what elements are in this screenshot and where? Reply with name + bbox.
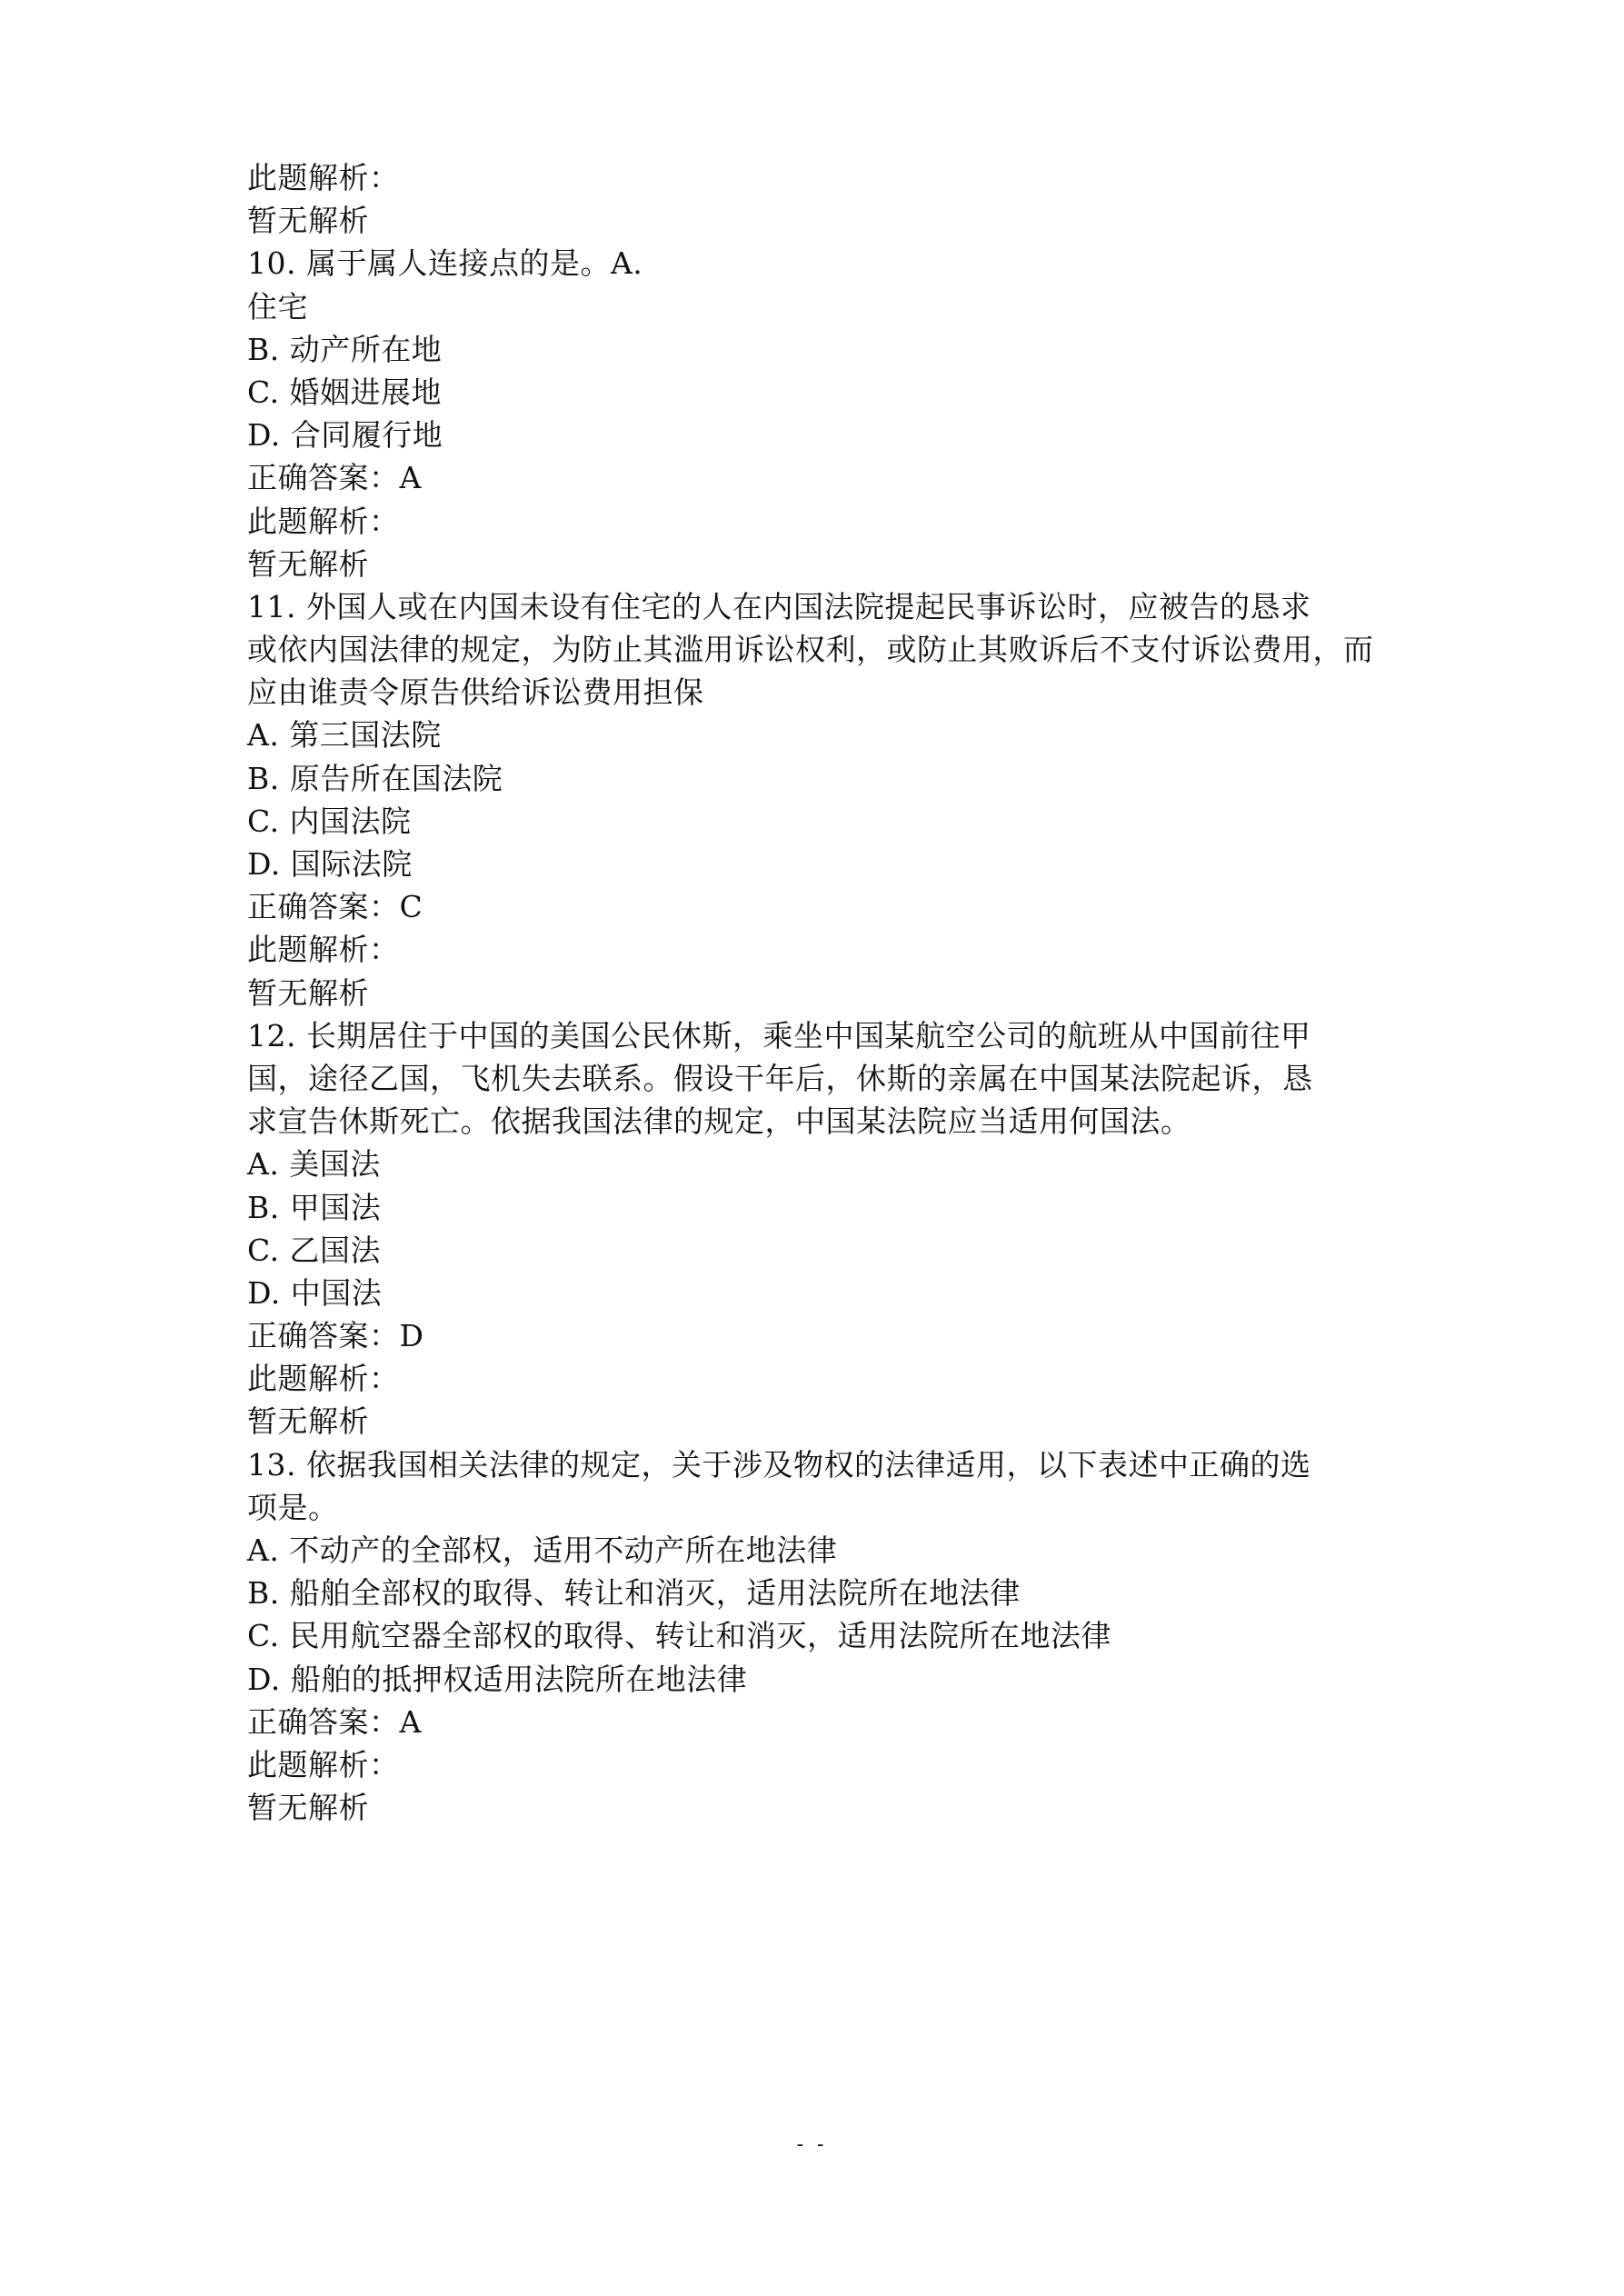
question-13-answer: 正确答案：A (247, 1703, 422, 1740)
question-11-option-a: A. 第三国法院 (247, 717, 442, 754)
document-body (247, 156, 1392, 1829)
question-10-option-d: D. 合同履行地 (247, 417, 443, 454)
question-12-option-c: C. 乙国法 (247, 1232, 382, 1268)
question-11-stem-line-3: 应由谁责令原告供给诉讼费用担保 (247, 674, 704, 711)
question-10-option-c: C. 婚姻进展地 (247, 374, 443, 410)
question-13-option-d: D. 船舶的抵押权适用法院所在地法律 (247, 1661, 748, 1697)
question-10-stem: 10. 属于属人连接点的是。A. (247, 245, 643, 282)
question-11-analysis-label: 此题解析： (247, 932, 400, 968)
question-13-analysis-label: 此题解析： (247, 1746, 400, 1782)
question-13-option-b: B. 船舶全部权的取得、转让和消灭，适用法院所在地法律 (247, 1575, 1021, 1612)
question-10-option-a: 住宅 (247, 288, 308, 324)
question-12-stem-line-1: 12. 长期居住于中国的美国公民休斯，乘坐中国某航空公司的航班从中国前往甲 (247, 1017, 1311, 1053)
page-footer: - - (796, 2133, 828, 2156)
question-12-analysis-text: 暂无解析 (247, 1403, 369, 1440)
question-13-stem-line-1: 13. 依据我国相关法律的规定，关于涉及物权的法律适用，以下表述中正确的选 (247, 1446, 1311, 1482)
question-13-option-a: A. 不动产的全部权，适用不动产所在地法律 (247, 1532, 838, 1568)
question-12-answer: 正确答案：D (247, 1318, 424, 1354)
question-11-answer: 正确答案：C (247, 889, 423, 925)
question-12-stem-line-3: 求宣告休斯死亡。依据我国法律的规定，中国某法院应当适用何国法。 (247, 1103, 1191, 1140)
question-13-stem-line-2: 项是。 (247, 1489, 339, 1525)
question-12-option-a: A. 美国法 (247, 1146, 381, 1183)
analysis-label: 此题解析： (247, 160, 400, 195)
question-11-option-d: D. 国际法院 (247, 846, 413, 882)
question-12-stem-line-2: 国，途径乙国，飞机失去联系。假设干年后，休斯的亲属在中国某法院起诉，恳 (247, 1060, 1313, 1096)
question-12-analysis-label: 此题解析： (247, 1361, 400, 1397)
question-11-option-c: C. 内国法院 (247, 803, 412, 839)
question-11-option-b: B. 原告所在国法院 (247, 760, 503, 796)
analysis-text: 暂无解析 (247, 203, 369, 239)
question-12-option-d: D. 中国法 (247, 1274, 383, 1311)
question-12-option-b: B. 甲国法 (247, 1189, 382, 1225)
question-10-option-b: B. 动产所在地 (247, 331, 443, 367)
question-10-analysis-label: 此题解析： (247, 503, 400, 539)
question-11-stem-line-2: 或依内国法律的规定，为防止其滥用诉讼权利，或防止其败诉后不支付诉讼费用，而 (247, 632, 1374, 668)
question-13-analysis-text: 暂无解析 (247, 1790, 369, 1826)
question-11-stem-line-1: 11. 外国人或在内国未设有住宅的人在内国法院提起民事诉讼时，应被告的恳求 (247, 588, 1311, 624)
question-11-analysis-text: 暂无解析 (247, 974, 369, 1011)
question-10-analysis-text: 暂无解析 (247, 545, 369, 582)
question-13-option-c: C. 民用航空器全部权的取得、转让和消灭，适用法院所在地法律 (247, 1618, 1112, 1654)
question-10-answer: 正确答案：A (247, 460, 422, 496)
